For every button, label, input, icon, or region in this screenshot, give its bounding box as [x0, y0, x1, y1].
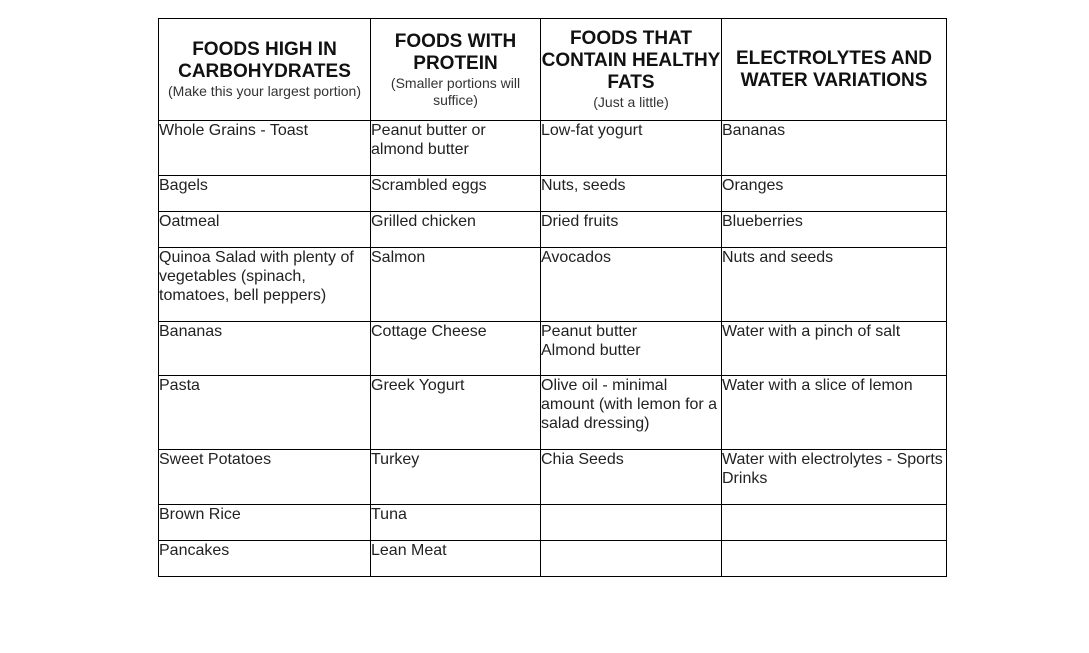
table-cell: Olive oil - minimal amount (with lemon for a salad dressing) [541, 376, 722, 450]
table-cell: Bagels [159, 176, 371, 212]
table-cell: Oatmeal [159, 212, 371, 248]
header-title: ELECTROLYTES AND WATER VARIATIONS [735, 47, 932, 91]
table-cell: Sweet Potatoes [159, 450, 371, 505]
table-row [159, 541, 947, 577]
table-cell: Pancakes [159, 541, 371, 577]
table-cell: Scrambled eggs [371, 176, 541, 212]
table-row [159, 176, 947, 212]
table-cell: Low-fat yogurt [541, 121, 722, 176]
table-row [159, 322, 947, 376]
table-cell: Water with electrolytes - Sports Drinks [722, 450, 947, 505]
table-cell [541, 541, 722, 577]
table-cell: Peanut butter Almond butter [541, 322, 722, 376]
header-healthy-fats [541, 19, 722, 121]
header-title: FOODS THAT CONTAIN HEALTHY FATS [541, 28, 721, 93]
table-cell: Nuts and seeds [722, 248, 947, 322]
table-cell: Quinoa Salad with plenty of vegetables (spinach, tomatoes, bell peppers) [159, 248, 371, 322]
table-row [159, 212, 947, 248]
table-row [159, 121, 947, 176]
table-cell [722, 541, 947, 577]
header-subtitle: (Smaller portions will suffice) [390, 74, 521, 108]
header-electrolytes-water [722, 19, 947, 121]
table-cell: Chia Seeds [541, 450, 722, 505]
table-row [159, 505, 947, 541]
table-cell: Water with a pinch of salt [722, 322, 947, 376]
table-cell: Cottage Cheese [371, 322, 541, 376]
header-subtitle: (Make this your largest portion) [168, 83, 361, 99]
table-cell: Oranges [722, 176, 947, 212]
header-protein [371, 19, 541, 121]
table-cell: Bananas [722, 121, 947, 176]
table-cell: Bananas [159, 322, 371, 376]
table-row [159, 248, 947, 322]
header-row [159, 19, 947, 121]
table-row [159, 376, 947, 450]
table-cell: Water with a slice of lemon [722, 376, 947, 450]
header-carbohydrates [159, 19, 371, 121]
table-cell: Blueberries [722, 212, 947, 248]
header-title: FOODS WITH PROTEIN [394, 30, 517, 74]
table-row [159, 450, 947, 505]
table-cell: Nuts, seeds [541, 176, 722, 212]
table-cell: Grilled chicken [371, 212, 541, 248]
table-cell: Pasta [159, 376, 371, 450]
table-cell: Tuna [371, 505, 541, 541]
table-cell: Turkey [371, 450, 541, 505]
table-cell [722, 505, 947, 541]
table-cell: Avocados [541, 248, 722, 322]
table-cell: Lean Meat [371, 541, 541, 577]
header-subtitle: (Just a little) [593, 94, 669, 110]
table-cell: Dried fruits [541, 212, 722, 248]
table-cell [541, 505, 722, 541]
table-cell: Salmon [371, 248, 541, 322]
table-cell: Brown Rice [159, 505, 371, 541]
table-cell: Greek Yogurt [371, 376, 541, 450]
table-cell: Peanut butter or almond butter [371, 121, 541, 176]
header-title: FOODS HIGH IN CARBOHYDRATES [178, 39, 351, 82]
table-cell: Whole Grains - Toast [159, 121, 371, 176]
food-category-table [158, 18, 947, 577]
